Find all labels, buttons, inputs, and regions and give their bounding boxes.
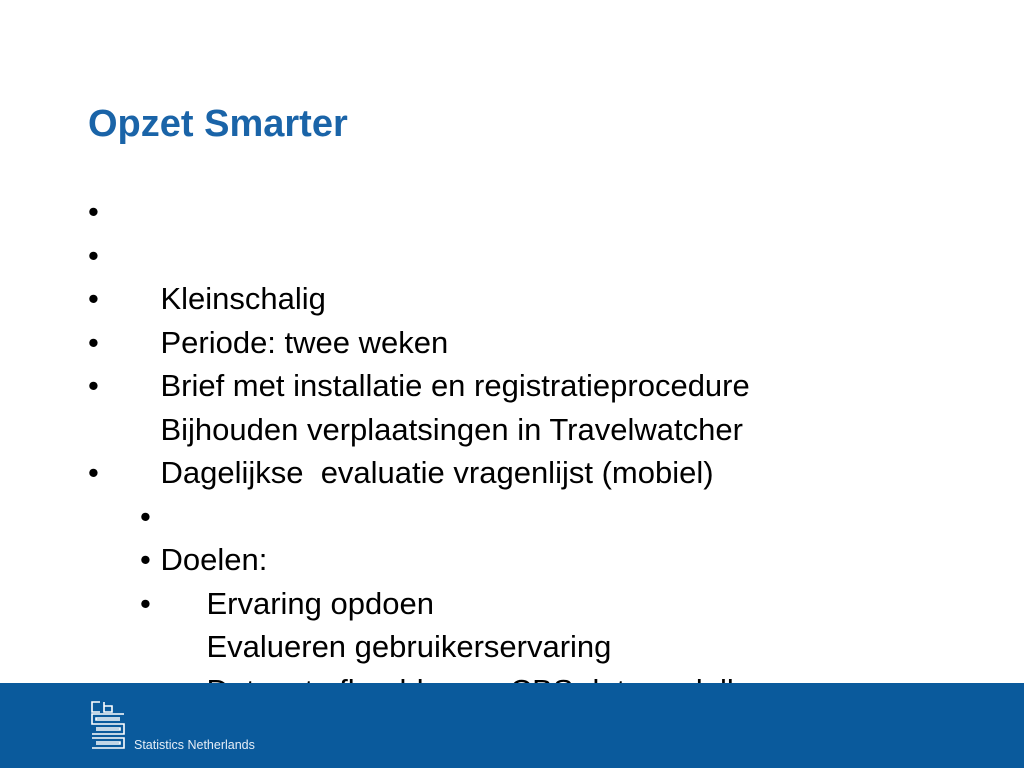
organization-name: Statistics Netherlands — [134, 738, 255, 752]
cbs-logo-icon — [90, 700, 126, 750]
bullet-dot: • — [140, 542, 151, 577]
bullet-item — [88, 451, 768, 577]
bullet-text: Doelen: — [160, 542, 268, 577]
bullet-text: Dagelijkse evaluatie vragenlijst (mobiel) — [160, 455, 714, 490]
bullet-text: Bijhouden verplaatsingen in Travelwatcher — [160, 411, 743, 447]
bullet-dot: • — [88, 237, 99, 273]
slide-title: Opzet Smarter — [88, 103, 348, 145]
sub-bullet-text: Evalueren gebruikerservaring — [206, 629, 612, 664]
bullet-text: Periode: twee weken — [160, 324, 449, 360]
bullet-dot: • — [88, 455, 99, 490]
bullet-list — [88, 190, 768, 664]
bullet-text: Kleinschalig — [160, 281, 326, 316]
bullet-dot: • — [88, 368, 99, 403]
bullet-text: Brief met installatie en registratieprocedure — [160, 368, 750, 403]
bullet-dot: • — [140, 498, 151, 534]
bullet-dot: • — [88, 194, 99, 229]
bullet-dot: • — [88, 324, 99, 360]
bullet-dot: • — [140, 585, 151, 621]
footer-bar — [0, 683, 1024, 768]
sub-bullet-item — [88, 582, 768, 626]
bullet-dot: • — [88, 281, 99, 316]
sub-bullet-text: Ervaring opdoen — [206, 585, 434, 621]
bullet-item — [88, 190, 768, 316]
